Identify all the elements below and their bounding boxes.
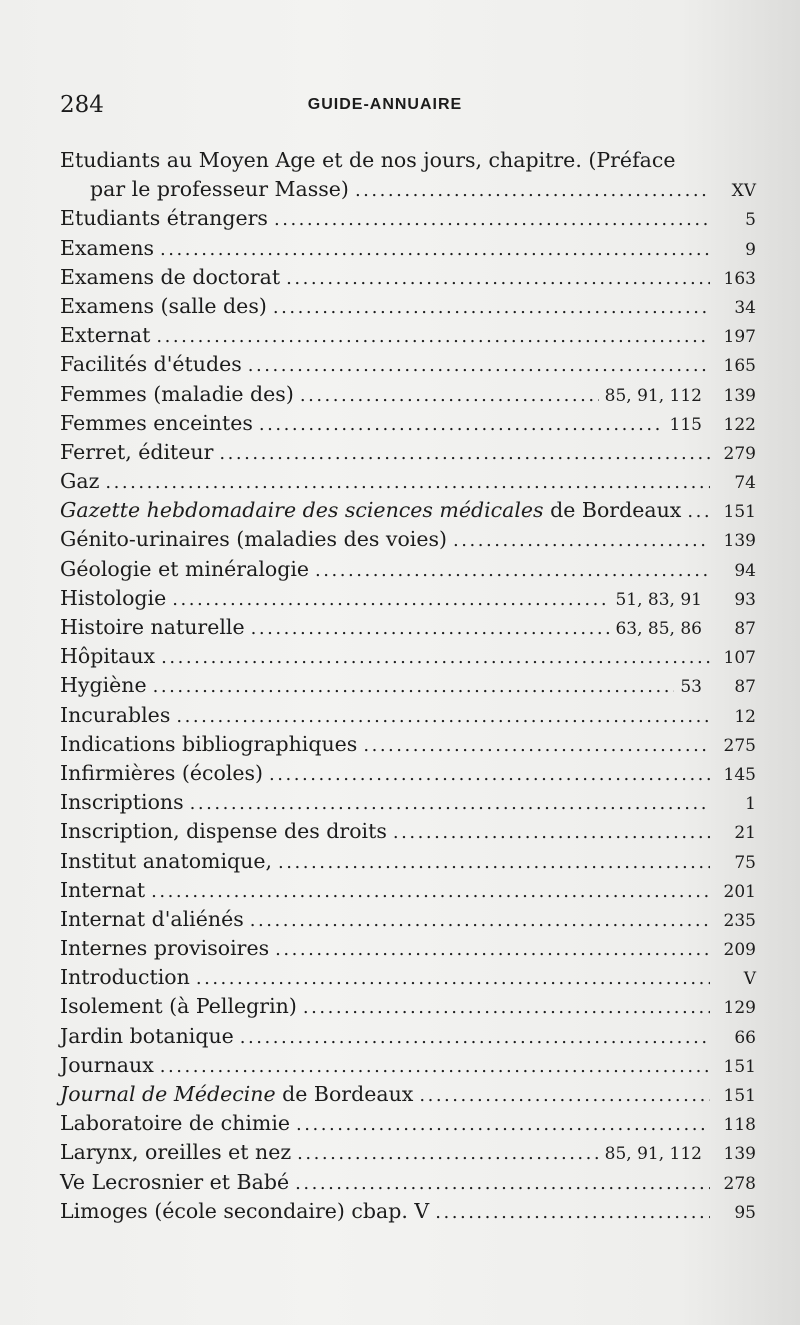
entry-page-number: 34 (734, 297, 756, 318)
index-entry (60, 759, 756, 788)
index-entry (60, 934, 756, 963)
entry-text (60, 905, 244, 934)
entry-text (60, 1080, 413, 1109)
dot-leader (219, 438, 710, 467)
entry-references: 85, 91, 112 (604, 385, 702, 406)
entry-text (60, 963, 190, 992)
entry-page-number: 201 (723, 881, 756, 902)
index-entry (60, 467, 756, 496)
index-entry (60, 350, 756, 379)
entry-page-number: 1 (745, 794, 756, 815)
entry-label: Jardin botanique (60, 1023, 234, 1048)
dot-leader (300, 380, 599, 409)
index-entry (60, 876, 756, 905)
dot-leader (296, 1109, 710, 1138)
entry-page-number: 87 (734, 677, 756, 698)
entry-label: de Bordeaux (543, 498, 682, 523)
entry-label: Larynx, oreilles et nez (60, 1140, 292, 1165)
index-entry (60, 613, 756, 642)
entry-page-number: 163 (723, 268, 756, 289)
index-entry (60, 263, 756, 292)
entry-text (60, 350, 242, 379)
entry-label: Ve Lecrosnier et Babé (60, 1169, 290, 1194)
entry-label: Internes provisoires (60, 936, 270, 961)
entry-label: Hygiène (60, 673, 147, 698)
entry-text (60, 204, 268, 233)
entry-page-number: 94 (734, 560, 756, 581)
entry-text (60, 146, 676, 175)
dot-leader (156, 321, 710, 350)
index-entry (60, 525, 756, 554)
entry-label: Etudiants au Moyen Age et de nos jours, chapitre. (Préface (60, 148, 676, 172)
entry-label: Indications bibliographiques (60, 731, 358, 756)
index-list (60, 146, 756, 1226)
entry-text (60, 1109, 290, 1138)
entry-text (60, 1022, 234, 1051)
dot-leader (274, 204, 710, 233)
entry-text (60, 234, 154, 263)
entry-page-number: XV (731, 181, 756, 202)
entry-label: Internat d'aliénés (60, 906, 244, 931)
entry-label: Examens (salle des) (60, 293, 267, 318)
index-entry (60, 555, 756, 584)
index-entry (60, 234, 756, 263)
entry-page-number: 139 (723, 385, 756, 406)
dot-leader (250, 905, 710, 934)
entry-label: par le professeur Masse) (90, 177, 349, 202)
dot-leader (453, 525, 710, 554)
entry-text (60, 1197, 429, 1226)
dot-leader (240, 1022, 710, 1051)
entry-page-number: 66 (734, 1027, 756, 1048)
entry-label: Géologie et minéralogie (60, 556, 310, 581)
index-entry (60, 409, 756, 438)
entry-page-number: 278 (723, 1173, 756, 1194)
entry-text (60, 467, 99, 496)
index-entry (60, 584, 756, 613)
index-entry (60, 992, 756, 1021)
entry-label: Limoges (école secondaire) cbap. V (60, 1198, 430, 1223)
index-entry (60, 701, 756, 730)
index-entry (60, 204, 756, 233)
entry-text (60, 642, 155, 671)
entry-text (60, 730, 357, 759)
entry-text (60, 496, 681, 525)
entry-text (60, 1168, 289, 1197)
entry-page-number: 12 (734, 706, 756, 727)
entry-page-number: 74 (734, 473, 756, 494)
entry-page-number: 21 (734, 823, 756, 844)
dot-leader (160, 1051, 710, 1080)
entry-references: 85, 91, 112 (604, 1144, 702, 1165)
entry-text (60, 1051, 154, 1080)
entry-page-number: 145 (723, 764, 756, 785)
entry-references: 53 (680, 677, 702, 698)
entry-label: Externat (60, 323, 151, 348)
entry-page-number: 151 (723, 1056, 756, 1077)
entry-page-number: 118 (723, 1115, 756, 1136)
index-entry (60, 380, 756, 409)
dot-leader (105, 467, 710, 496)
entry-text (60, 788, 184, 817)
entry-text (60, 438, 213, 467)
entry-label: Histologie (60, 585, 167, 610)
index-entry (60, 438, 756, 467)
page-header (60, 92, 750, 122)
entry-page-number: 165 (723, 356, 756, 377)
entry-label: Infirmières (écoles) (60, 760, 264, 785)
index-entry (60, 1022, 756, 1051)
index-entry (60, 1197, 756, 1226)
index-entry (60, 847, 756, 876)
dot-leader (273, 292, 710, 321)
dot-leader (269, 759, 710, 788)
dot-leader (419, 1080, 710, 1109)
entry-page-number: 93 (734, 589, 756, 610)
entry-text (60, 671, 147, 700)
entry-text (60, 817, 387, 846)
dot-leader (315, 555, 710, 584)
dot-leader (435, 1197, 710, 1226)
entry-label: Facilités d'études (60, 352, 242, 377)
entry-references: 115 (669, 414, 702, 435)
entry-text (60, 292, 267, 321)
index-entry (60, 642, 756, 671)
dot-leader (295, 1168, 710, 1197)
entry-label: Examens (60, 235, 155, 260)
index-entry (60, 817, 756, 846)
entry-text (60, 701, 170, 730)
dot-leader (196, 963, 710, 992)
entry-page-number: 139 (723, 531, 756, 552)
index-entry (60, 496, 756, 525)
entry-label: Femmes enceintes (60, 410, 253, 435)
dot-leader (251, 613, 610, 642)
entry-label: Femmes (maladie des) (60, 381, 294, 406)
entry-page-number: 209 (723, 940, 756, 961)
entry-page-number: 95 (734, 1202, 756, 1223)
dot-leader (393, 817, 710, 846)
page-number: 284 (60, 92, 104, 118)
entry-text (60, 876, 145, 905)
entry-text (60, 759, 263, 788)
entry-page-number: 107 (723, 648, 756, 669)
entry-text (60, 380, 294, 409)
index-entry (60, 905, 756, 934)
entry-page-number: 151 (723, 1086, 756, 1106)
dot-leader (355, 175, 710, 204)
entry-text (60, 409, 253, 438)
entry-page-number: 139 (723, 1144, 756, 1165)
entry-label: Introduction (60, 965, 190, 990)
entry-page-number: 151 (723, 502, 756, 523)
dot-leader (151, 876, 710, 905)
index-entry (60, 788, 756, 817)
entry-label: Hôpitaux (60, 644, 156, 669)
entry-label: Inscriptions (60, 790, 184, 815)
entry-page-number: 87 (734, 619, 756, 639)
entry-italic-title: Journal de Médecine (60, 1082, 276, 1106)
index-entry (60, 963, 756, 992)
dot-leader (176, 701, 710, 730)
dot-leader (275, 934, 710, 963)
index-entry (60, 146, 756, 175)
index-entry (60, 1109, 756, 1138)
entry-text (60, 613, 245, 642)
index-entry (60, 1080, 756, 1109)
entry-text (60, 525, 447, 554)
entry-page-number: 197 (723, 327, 756, 348)
entry-page-number: 75 (734, 852, 756, 873)
dot-leader (190, 788, 710, 817)
dot-leader (286, 263, 710, 292)
dot-leader (248, 350, 710, 379)
entry-text (60, 1138, 291, 1167)
running-title: GUIDE-ANNUAIRE (307, 96, 463, 113)
dot-leader (303, 992, 710, 1021)
entry-label: Internat (60, 877, 146, 902)
entry-label: Journaux (60, 1052, 154, 1077)
entry-label: Génito-urinaires (maladies des voies) (60, 527, 447, 552)
entry-label: Incurables (60, 702, 171, 727)
entry-page-number: 122 (723, 414, 756, 435)
entry-page-number: 279 (723, 443, 756, 464)
entry-label: Gaz (60, 469, 100, 494)
entry-references: 51, 83, 91 (615, 589, 702, 610)
dot-leader (687, 496, 710, 525)
dot-leader (259, 409, 664, 438)
index-entry (60, 175, 756, 204)
entry-text (60, 321, 150, 350)
index-entry (60, 730, 756, 759)
entry-page-number: V (743, 969, 756, 990)
entry-label: Ferret, éditeur (60, 439, 214, 464)
entry-text (90, 175, 349, 204)
index-entry (60, 1168, 756, 1197)
entry-label: Institut anatomique, (60, 848, 273, 873)
entry-references: 63, 85, 86 (615, 619, 702, 639)
entry-label: Inscription, dispense des droits (60, 819, 387, 844)
entry-page-number: 275 (723, 735, 756, 756)
entry-label: Etudiants étrangers (60, 206, 268, 231)
entry-label: de Bordeaux (275, 1082, 414, 1106)
entry-label: Isolement (à Pellegrin) (60, 994, 297, 1019)
index-entry (60, 292, 756, 321)
dot-leader (363, 730, 710, 759)
entry-page-number: 129 (723, 998, 756, 1019)
index-entry (60, 1051, 756, 1080)
entry-text (60, 584, 166, 613)
entry-label: Histoire naturelle (60, 615, 245, 639)
dot-leader (297, 1138, 599, 1167)
index-entry (60, 321, 756, 350)
entry-text (60, 934, 269, 963)
entry-page-number: 5 (745, 210, 756, 231)
index-entry (60, 671, 756, 700)
dot-leader (161, 642, 710, 671)
entry-text (60, 555, 309, 584)
entry-text (60, 847, 272, 876)
dot-leader (278, 847, 710, 876)
entry-italic-title: Gazette hebdomadaire des sciences médicales (60, 498, 544, 523)
entry-page-number: 235 (723, 910, 756, 931)
dot-leader (172, 584, 609, 613)
entry-page-number: 9 (745, 239, 756, 260)
entry-text (60, 263, 280, 292)
dot-leader (153, 671, 675, 700)
entry-label: Examens de doctorat (60, 264, 281, 289)
entry-label: Laboratoire de chimie (60, 1111, 291, 1136)
entry-text (60, 992, 297, 1021)
index-entry (60, 1138, 756, 1167)
dot-leader (160, 234, 710, 263)
